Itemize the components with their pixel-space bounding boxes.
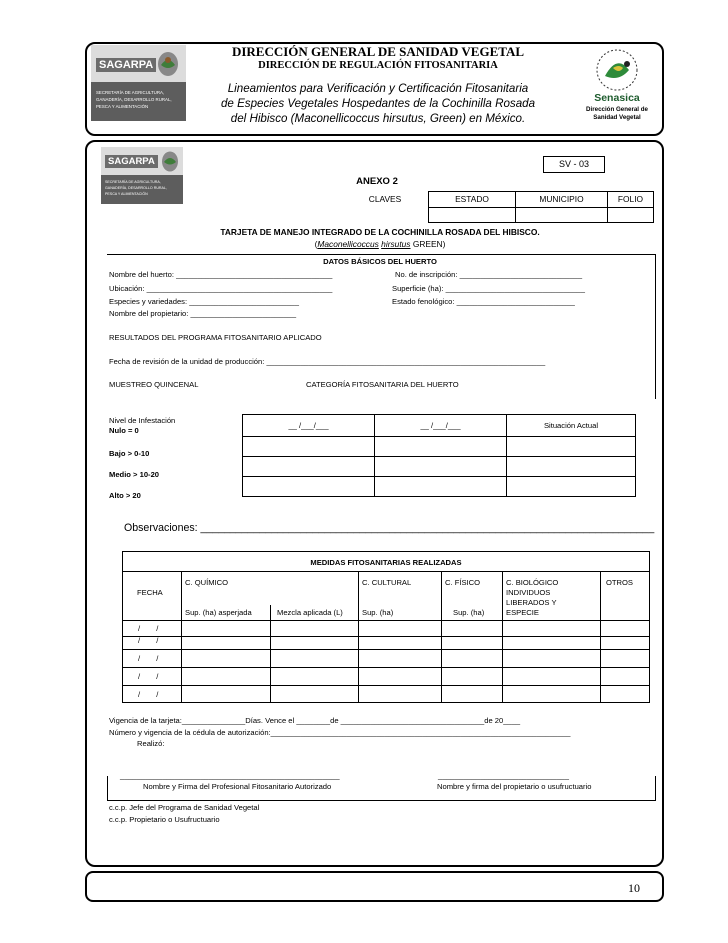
measures-sub-asperjada: Sup. (ha) asperjada (185, 608, 252, 617)
measures-title: MEDIDAS FITOSANITARIAS REALIZADAS (310, 558, 462, 567)
keys-cell[interactable] (342, 207, 429, 223)
measures-col-fecha: FECHA (137, 588, 163, 597)
keys-cell[interactable] (608, 207, 654, 223)
sagarpa-logo-line: PESCA Y ALIMENTACIÓN (96, 104, 149, 109)
signature-line-right: _______________________________ (438, 771, 569, 780)
sagarpa-logo-line: GANADERÍA, DESARROLLO RURAL, (105, 186, 167, 190)
field-superficie: Superficie (ha): _________________________________ (392, 284, 585, 293)
field-inscripcion: No. de inscripción: _____________________________ (395, 270, 583, 279)
eagle-emblem-icon (157, 51, 179, 77)
scientific-species: hirsutus (381, 239, 411, 249)
basic-data-title: DATOS BÁSICOS DEL HUERTO (323, 257, 437, 266)
keys-header: FOLIO (608, 192, 654, 208)
sagarpa-logo-small (101, 147, 183, 204)
sagarpa-logo-word: SAGARPA (105, 155, 158, 168)
field-fenologico: Estado fenológico: ____________________________ (392, 297, 575, 306)
header-subtitle: DIRECCIÓN DE REGULACIÓN FITOSANITARIA (258, 60, 498, 71)
signature-right-caption: Nombre y firma del propietario o usufructuario (437, 782, 592, 791)
infestation-label: Nivel de Infestación (109, 416, 176, 425)
infestation-cell[interactable] (375, 457, 507, 477)
field-propietario: Nombre del propietario: _________________________ (109, 309, 297, 318)
page-number-box (85, 871, 664, 902)
cc-line-2: c.c.p. Propietario o Usufructuario (109, 815, 220, 824)
keys-cell[interactable] (429, 207, 516, 223)
header-line-3: del Hibisco (Maconellicoccus hirsutus, Green) en México. (230, 112, 526, 125)
header-title: DIRECCIÓN GENERAL DE SANIDAD VEGETAL (231, 44, 525, 59)
measures-sub-sup-fisico: Sup. (ha) (453, 608, 485, 617)
infestation-cell[interactable] (507, 477, 636, 497)
cc-line-1: c.c.p. Jefe del Programa de Sanidad Vegetal (109, 803, 260, 812)
keys-header: ESTADO (429, 192, 516, 208)
level-alto: Alto > 20 (109, 491, 141, 500)
biologico-especie: ESPECIE (506, 608, 539, 617)
measures-table (122, 551, 650, 703)
signature-left-caption: Nombre y Firma del Profesional Fitosanitario Autorizado (143, 782, 332, 791)
measures-col-cultural: C. CULTURAL (362, 578, 412, 587)
measures-col-biologico: C. BIOLÓGICO (506, 578, 559, 587)
keys-cell[interactable] (516, 207, 608, 223)
sagarpa-logo-line: PESCA Y ALIMENTACIÓN (105, 192, 148, 196)
measures-date-row[interactable]: / / (138, 654, 159, 663)
form-code-box (543, 156, 605, 173)
validity-field[interactable]: Vigencia de la tarjeta:_______________Días. Vence el ________de __________________________________de 20____ (109, 716, 521, 725)
signature-line-left: ____________________________________________________ (120, 771, 340, 780)
biologico-liberados: LIBERADOS Y (506, 598, 557, 607)
field-ubicacion: Ubicación: ____________________________________________ (109, 284, 333, 293)
biologico-individuos: INDIVIDUOS (506, 588, 551, 597)
infestation-cell[interactable] (507, 457, 636, 477)
infestation-cell[interactable] (243, 457, 375, 477)
sagarpa-logo-word: SAGARPA (96, 58, 156, 72)
measures-sub-mezcla: Mezcla aplicada (L) (277, 608, 343, 617)
annex-title: ANEXO 2 (356, 176, 398, 187)
measures-sub-sup-cultural: Sup. (ha) (362, 608, 394, 617)
sampling-label: MUESTREO QUINCENAL (109, 380, 199, 389)
measures-date-row[interactable]: / / (138, 636, 159, 645)
situation-cell: Situación Actual (507, 415, 636, 437)
card-title: TARJETA DE MANEJO INTEGRADO DE LA COCHINILLA ROSADA DEL HIBISCO. (220, 227, 540, 237)
page-number: 10 (628, 881, 640, 895)
infestation-cell[interactable] (507, 437, 636, 457)
measures-col-otros: OTROS (606, 578, 634, 587)
measures-col-quimico: C. QUÍMICO (185, 578, 229, 587)
license-field[interactable]: Número y vigencia de la cédula de autorización:_______________________________________________________________________ (109, 728, 571, 737)
scientific-genus: Maconellicoccus (317, 239, 379, 249)
header-line-1: Lineamientos para Verificación y Certificación Fitosanitaria (227, 82, 529, 95)
level-nulo: Nulo = 0 (109, 426, 139, 435)
date-cell-1[interactable]: __ /___/___ (243, 415, 375, 437)
field-huerto: Nombre del huerto: _____________________________________ (109, 270, 333, 279)
measures-date-row[interactable]: / / (138, 624, 159, 633)
field-especies: Especies y variedades: __________________________ (109, 297, 300, 306)
observations-field[interactable]: Observaciones: _____________________________________________________________________________ (124, 522, 655, 534)
senasica-word: Senasica (594, 92, 640, 104)
senasica-logo (574, 48, 660, 126)
infestation-table (242, 414, 636, 497)
sagarpa-logo-line: SECRETARÍA DE AGRICULTURA, (105, 180, 161, 184)
infestation-cell[interactable] (375, 477, 507, 497)
header-line-2: de Especies Vegetales Hospedantes de la Cochinilla Rosada (220, 97, 536, 110)
keys-header: MUNICIPIO (516, 192, 608, 208)
category-label: CATEGORÍA FITOSANITARIA DEL HUERTO (306, 380, 459, 389)
measures-col-fisico: C. FÍSICO (445, 578, 481, 587)
form-box (85, 140, 664, 867)
senasica-emblem-icon (589, 48, 645, 92)
keys-table (342, 191, 654, 223)
measures-date-row[interactable]: / / (138, 690, 159, 699)
level-medio: Medio > 10-20 (109, 470, 160, 479)
infestation-cell[interactable] (375, 437, 507, 457)
form-code: SV - 03 (558, 159, 589, 169)
sagarpa-logo-line: SECRETARÍA DE AGRICULTURA, (96, 90, 165, 95)
senasica-caption-1: Dirección General de (586, 106, 648, 113)
senasica-caption-2: Sanidad Vegetal (593, 114, 641, 121)
keys-header: CLAVES (368, 194, 402, 205)
scientific-name: (Maconellicoccus hirsutus GREEN) (314, 239, 446, 249)
performed-by-label: Realizó: (137, 739, 165, 748)
results-title: RESULTADOS DEL PROGRAMA FITOSANITARIO APLICADO (109, 333, 322, 342)
date-cell-2[interactable]: __ /___/___ (375, 415, 507, 437)
sagarpa-logo (91, 45, 186, 121)
review-date-field: Fecha de revisión de la unidad de producción: __________________________________________________________________ (109, 357, 546, 366)
level-bajo: Bajo > 0-10 (109, 449, 150, 458)
sagarpa-logo-line: GANADERÍA, DESARROLLO RURAL, (96, 97, 172, 102)
infestation-cell[interactable] (243, 437, 375, 457)
eagle-emblem-icon (161, 151, 179, 172)
infestation-cell[interactable] (243, 477, 375, 497)
measures-date-row[interactable]: / / (138, 672, 159, 681)
